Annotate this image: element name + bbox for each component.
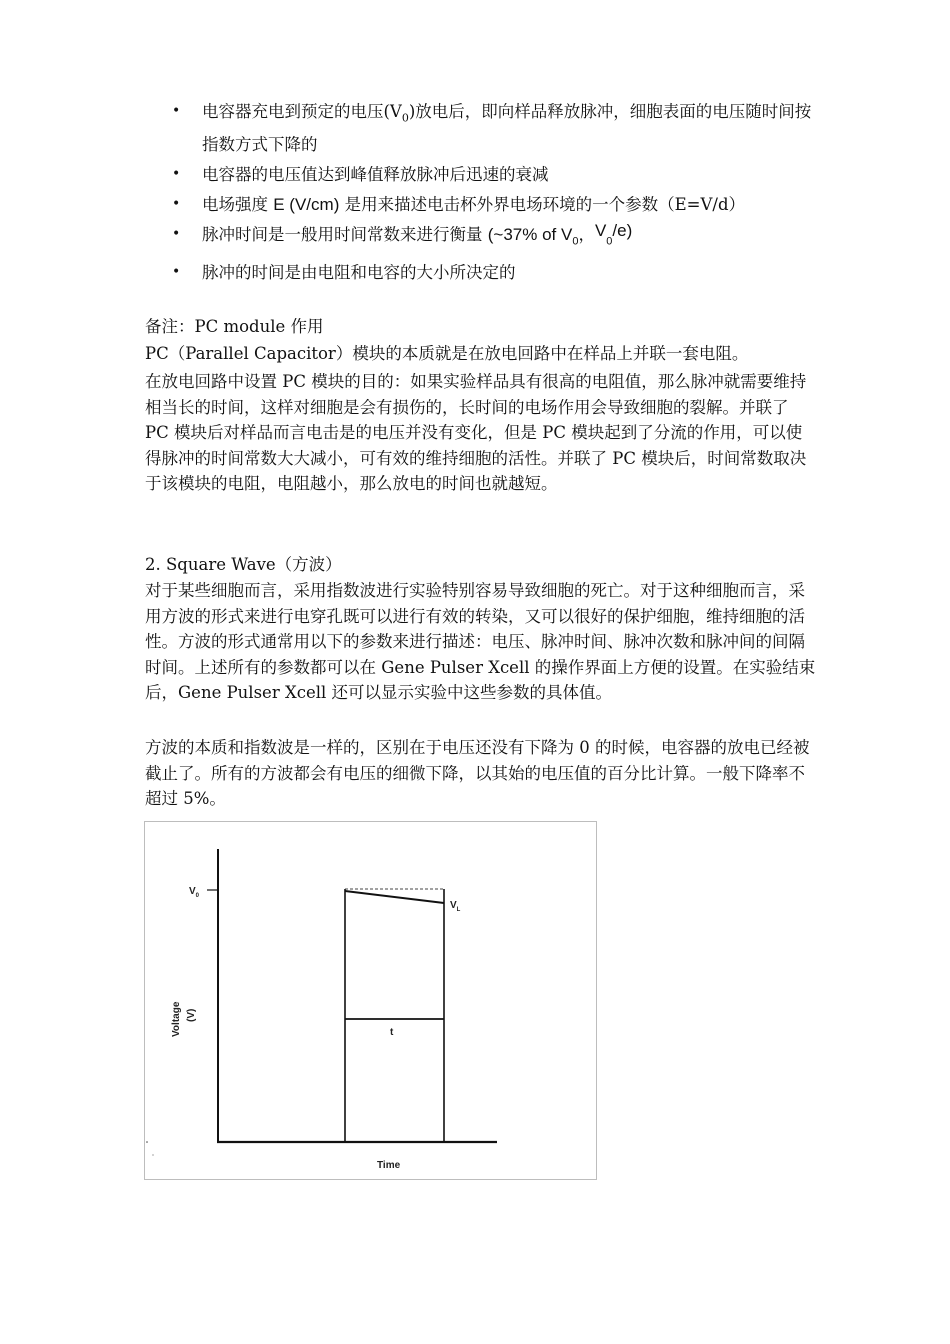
x-axis-label: Time (377, 1160, 401, 1171)
bullet-item-5: • 脉冲的时间是由电阻和电容的大小所决定的 (172, 259, 822, 286)
bullet-item-1: • 电容器充电到预定的电压$(V_0)$放电后，即向样品释放脉冲，细胞表面的电压随时间按指数方式下降的 (172, 98, 822, 158)
bullet-list (172, 98, 822, 289)
voltage-droop-line (345, 891, 444, 903)
square-wave-paragraph-2: 方波的本质和指数波是一样的，区别在于电压还没有下降为 0 的时候，电容器的放电已经被截止了。所有的方波都会有电压的细微下降，以其始的电压值的百分比计算。一般下降率不超过 5%。 (145, 738, 810, 808)
square-wave-diagram (145, 822, 596, 1179)
bullet-item-3: • 电场强度 E (V/cm) 是用来描述电击杯外界电场环境的一个参数（E=V/d） (172, 191, 822, 218)
bullet-dot: • (172, 103, 181, 119)
v0-label: $V_0$ (189, 886, 200, 899)
square-wave-paragraph-1: 对于某些细胞而言，采用指数波进行实验特别容易导致细胞的死亡。对于这种细胞而言，采用方波的形式来进行电穿孔既可以进行有效的转染，又可以很好的保护细胞，维持细胞的活性。方波的形式通常用以下的参数来进行描述：电压、脉冲时间、脉冲次数和脉冲间的间隔时间。上述所有的参数都可以在 Gene Pulser Xcell 的操作界面上方便的设置。在实验结束后，Gene Pulser Xcell 还可以显示实验中这些参数的具体值。 (145, 581, 816, 702)
pc-detail-paragraph: 在放电回路中设置 PC 模块的目的：如果实验样品具有很高的电阻值，那么脉冲就需要维持相当长的时间，这样对细胞是会有损伤的，长时间的电场作用会导致细胞的裂解。并联了 PC 模块后对样品而言电击是的电压并没有变化，但是 PC 模块起到了分流的作用，可以使得脉冲的时间常数大大减小，可有效的维持细胞的活性。并联了 PC 模块后，时间常数取决于该模块的电阻，电阻越小，那么放电的时间也就越短。 (145, 372, 807, 493)
bullet-dot: • (172, 196, 181, 213)
bullet-item-4: • 脉冲时间是一般用时间常数来进行衡量 (~37% of $V_0$，$V_0/e$) (172, 221, 633, 248)
bullet-dot: • (172, 166, 181, 183)
bullet-dot: • (172, 263, 181, 280)
bullet-item-2: • 电容器的电压值达到峰值释放脉冲后迅速的衰减 (172, 161, 822, 188)
pc-intro-paragraph: PC（Parallel Capacitor）模块的本质就是在放电回路中在样品上并联一套电阻。 (145, 344, 749, 363)
y-axis-label: Voltage (171, 1001, 182, 1037)
t-label: t (390, 1027, 394, 1038)
square-wave-figure (144, 821, 597, 1180)
note-title: 备注：PC module 作用 (145, 317, 324, 336)
stray-mark (146, 1141, 148, 1143)
bullet-dot: • (172, 226, 181, 243)
vl-label: $V_L$ (450, 900, 461, 913)
section-heading: 2. Square Wave（方波） (145, 555, 342, 574)
stray-mark (152, 1154, 153, 1155)
y-axis-unit: (V) (186, 1008, 197, 1022)
